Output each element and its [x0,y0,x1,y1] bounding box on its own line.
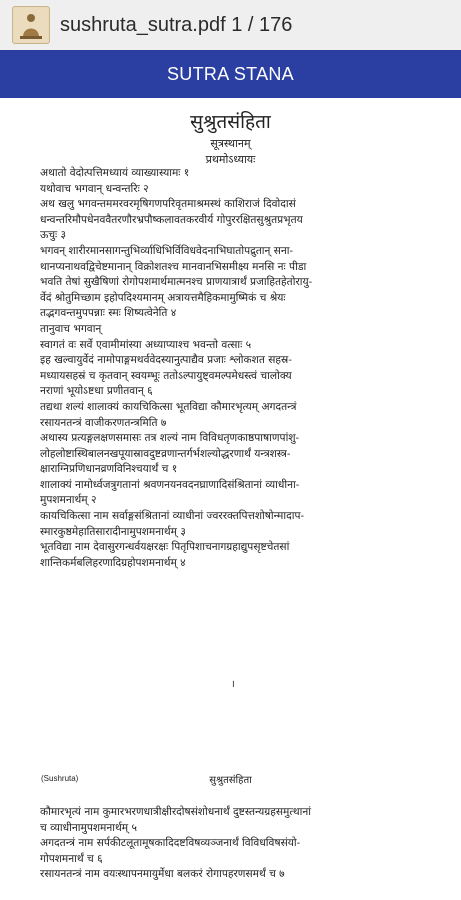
text-line: तानुवाच भगवान् [40,322,102,335]
document-title: sushruta_sutra.pdf 1 / 176 [60,13,293,36]
text-line: यथोवाच भगवान् धन्वन्तरिः २ [40,182,149,195]
text-line: रसायनतन्त्रं वाजीकरणतन्त्रमिति ७ [40,416,167,429]
text-line: तद्यथा शल्यं शालाक्यं कायचिकित्सा भूतविद्या कौमारभृत्यम् अगदतन्त्रं [40,400,297,413]
page-subheading: सूत्रस्थानम् [210,137,251,150]
text-line: च व्याधीनामुपशमनार्थम् ५ [40,821,137,834]
text-line: अथास्य प्रत्यङ्गलक्षणसमासः तत्र शल्यं नाम विविधतृणकाष्ठपाषाणपांशु- [40,432,300,445]
text-line: इह खल्वायुर्वेदं नामोपाङ्गमथर्ववेदस्यानुत्पाद्यैव प्रजाः श्लोकशत सहस्र- [40,354,292,367]
text-line: अगदतन्त्रं नाम सर्पकीटलूतामूषकादिदष्टविषव्यञ्जनार्थं विविधविषसंयो- [40,837,301,850]
text-line: धन्वन्तरिमौपधेनववैतरणौरभ्रपौष्कलावतकरवीर्य गोपुररक्षितसुश्रुतप्रभृतय [40,213,303,226]
text-line: ऊचुः ३ [40,229,67,242]
body-text-continued [40,805,426,883]
text-line: कौमारभृत्यं नाम कुमारभरणधात्रीक्षीरदोषसंशोधनार्थं दुष्टस्तन्यग्रहसमुत्थानां [40,806,311,818]
text-line: स्मारकुष्ठमेहातिसारादीनामुपशमनार्थम् ३ [40,525,186,538]
footer-title: सुश्रुतसंहिता [209,775,252,786]
text-line: रसायनतन्त्रं नाम वयःस्थापनमायुर्मेधा बलकरं रोगापहरणसमर्थं च ७ [40,868,285,881]
body-text [40,166,426,571]
text-line: भवति तेषां सुखैषिणां रोगोपशमार्थमात्मनश्च प्राणयात्रार्थं प्रजाहितहेतोरायु- [40,276,313,289]
text-line: मुपशमनार्थम् २ [40,494,97,507]
text-line: गोपशमनार्थं च ६ [40,852,103,865]
page-heading: सुश्रुतसंहिता [190,111,271,133]
page-mark: । [231,679,235,690]
text-line: स्वागतं वः सर्वे एवामीमांस्या अध्याप्याश्च भवन्तो वत्साः ५ [40,338,252,351]
text-line: तद्भगवन्तमुपपन्नाः स्मः शिष्यत्वेनेति ४ [40,307,177,320]
pdf-page[interactable] [0,98,461,900]
book-cover-icon[interactable] [12,6,50,44]
text-line: कायचिकित्सा नाम सर्वाङ्गसंश्रितानां व्याधीनां ज्वररक्तपित्तशोषोन्मादाप- [40,510,305,523]
text-line: थानप्यनाथवद्विचेष्टमानान् विक्रोशतश्च मानवानभिसमीक्ष्य मनसि नः पीडा [40,260,307,273]
chapter-heading: प्रथमोऽध्यायः [205,153,256,166]
text-line: अथातो वेदोत्पत्तिमध्यायं व्याख्यास्यामः १ [40,167,190,179]
text-line: शान्तिकर्मबलिहरणादिग्रहोपशमनार्थम् ४ [40,556,186,569]
text-line: भगवन् शारीरमानसागन्तुभिर्व्याधिभिर्विविधवेदनाभिघातोपद्रुतान् सना- [40,244,294,257]
text-line: भूतविद्या नाम देवासुरगन्धर्वयक्षरक्षः पितृपिशाचनागग्रहाद्युपसृष्टचेतसां [40,541,290,554]
text-line: लोहलोष्टास्थिबालनखपूयास्रावदुष्टव्रणान्तर्गर्भशल्योद्धरणार्थं यन्त्रशस्त्र- [40,447,291,460]
text-line: अथ खलु भगवन्तममरवरमृषिगणपरिवृतमाश्रमस्थं काशिराजं दिवोदासं [40,198,296,211]
app-bar [0,0,461,50]
text-line: क्षाराग्निप्रणिधानव्रणविनिश्चयार्थं च १ [40,463,178,476]
chapter-banner: SUTRA STANA [0,50,461,98]
text-line: मध्यायसहस्रं च कृतवान् स्वयम्भूः ततोऽल्पायुष्ट्वमल्पमेधस्त्वं चालोक्य [40,369,292,382]
text-line: र्वेदं श्रोतुमिच्छाम इहोपदिश्यमानम् अत्रायत्तमैहिकमामुष्मिकं च श्रेयः [40,291,286,304]
text-line: शालाक्यं नामोर्ध्वजत्रुगतानां श्रवणनयनवदनघ्राणादिसंश्रितानां व्याधीना- [40,478,300,491]
footer-source: (Sushruta) [41,774,79,783]
text-line: नराणां भूयोऽष्टधा प्रणीतवान् ६ [40,385,153,398]
